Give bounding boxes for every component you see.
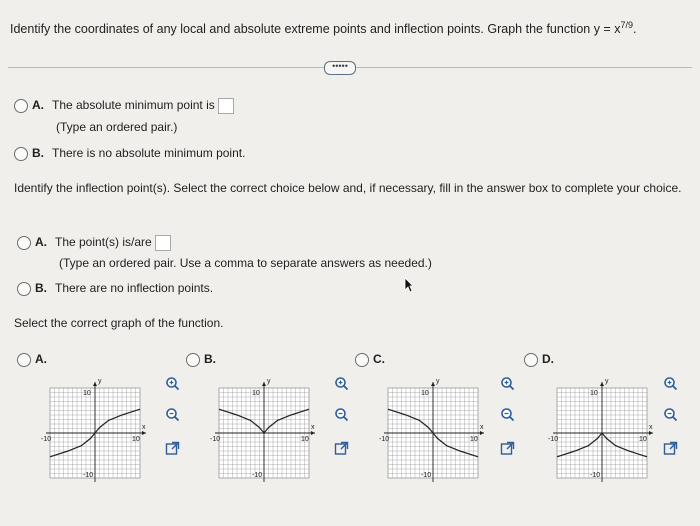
zoom-in-icon[interactable] (500, 376, 515, 391)
open-external-icon[interactable] (500, 441, 515, 456)
inflection-option-b[interactable] (17, 281, 213, 296)
graph-option-a[interactable] (17, 352, 47, 367)
x-axis-arrow (142, 431, 146, 435)
option-letter: A. (32, 98, 44, 113)
option-hint: (Type an ordered pair. Use a comma to separate answers as needed.) (59, 256, 432, 270)
x-axis-label: x (649, 424, 653, 431)
zoom-in-icon[interactable] (334, 376, 349, 391)
radio-button[interactable] (355, 353, 369, 367)
x-tick-max: 10 (132, 436, 140, 443)
radio-button[interactable] (186, 353, 200, 367)
y-tick-min: -10 (590, 472, 601, 479)
radio-button[interactable] (17, 282, 31, 296)
x-tick-max: 10 (639, 436, 647, 443)
show-more-button[interactable]: ••••• (324, 61, 356, 75)
option-letter: D. (542, 352, 554, 366)
y-axis-label: y (605, 378, 609, 385)
graph-a (38, 370, 168, 490)
graph-prompt: Select the correct graph of the function. (14, 316, 224, 330)
option-letter: A. (35, 235, 47, 250)
zoom-in-icon[interactable] (663, 376, 678, 391)
zoom-out-icon[interactable] (500, 407, 515, 422)
zoom-out-icon[interactable] (663, 407, 678, 422)
y-tick-max: 10 (421, 390, 429, 397)
x-tick-min: -10 (379, 436, 390, 443)
abs-min-option-b[interactable] (14, 146, 245, 161)
y-tick-max: 10 (83, 390, 91, 397)
answer-box[interactable] (218, 98, 234, 114)
y-axis-label: y (267, 378, 271, 385)
option-letter: B. (35, 281, 47, 295)
x-axis-label: x (480, 424, 484, 431)
inflection-prompt: Identify the inflection point(s). Select the correct choice below and, if necessary, fill in the answer box to complete your choice. (14, 181, 682, 195)
option-letter: C. (373, 352, 385, 366)
zoom-out-icon[interactable] (334, 407, 349, 422)
radio-button[interactable] (14, 147, 28, 161)
y-axis-arrow (600, 382, 604, 386)
x-axis-arrow (649, 431, 653, 435)
radio-button[interactable] (524, 353, 538, 367)
x-tick-min: -10 (548, 436, 559, 443)
inflection-option-a[interactable] (17, 235, 171, 251)
y-axis-arrow (93, 382, 97, 386)
x-axis-label: x (311, 424, 315, 431)
zoom-out-icon[interactable] (165, 407, 180, 422)
option-text: The point(s) is/are (55, 235, 152, 250)
graph-option-d[interactable] (524, 352, 554, 367)
zoom-in-icon[interactable] (165, 376, 180, 391)
radio-button[interactable] (14, 99, 28, 113)
graph-c (376, 370, 506, 490)
graph-b (207, 370, 337, 490)
option-text: The absolute minimum point is (52, 98, 215, 113)
question-text (10, 20, 636, 36)
question-end: . (632, 22, 637, 37)
question-exponent: 7/9 (620, 20, 633, 30)
y-tick-min: -10 (421, 472, 432, 479)
y-axis-arrow (431, 382, 435, 386)
option-text: There are no inflection points. (55, 281, 214, 295)
y-tick-max: 10 (590, 390, 598, 397)
radio-button[interactable] (17, 353, 31, 367)
option-letter: B. (32, 146, 44, 160)
open-external-icon[interactable] (165, 441, 180, 456)
x-tick-max: 10 (301, 436, 309, 443)
y-tick-min: -10 (83, 472, 94, 479)
graph-option-c[interactable] (355, 352, 385, 367)
x-tick-max: 10 (470, 436, 478, 443)
x-tick-min: -10 (210, 436, 221, 443)
option-letter: A. (35, 352, 47, 366)
x-tick-min: -10 (41, 436, 52, 443)
radio-button[interactable] (17, 236, 31, 250)
abs-min-option-a[interactable] (14, 98, 234, 114)
y-axis-arrow (262, 382, 266, 386)
x-axis-label: x (142, 424, 146, 431)
answer-box[interactable] (155, 235, 171, 251)
y-axis-label: y (436, 378, 440, 385)
graph-d (545, 370, 675, 490)
mouse-cursor-icon (403, 278, 413, 292)
option-hint: (Type an ordered pair.) (56, 120, 178, 134)
open-external-icon[interactable] (663, 441, 678, 456)
x-axis-arrow (480, 431, 484, 435)
open-external-icon[interactable] (334, 441, 349, 456)
question-body: Identify the coordinates of any local and absolute extreme points and inflection points. Graph the function y = x (10, 22, 621, 37)
y-tick-min: -10 (252, 472, 263, 479)
y-axis-label: y (98, 378, 102, 385)
x-axis-arrow (311, 431, 315, 435)
y-tick-max: 10 (252, 390, 260, 397)
option-letter: B. (204, 352, 216, 366)
option-text: There is no absolute minimum point. (52, 146, 246, 160)
graph-option-b[interactable] (186, 352, 216, 367)
